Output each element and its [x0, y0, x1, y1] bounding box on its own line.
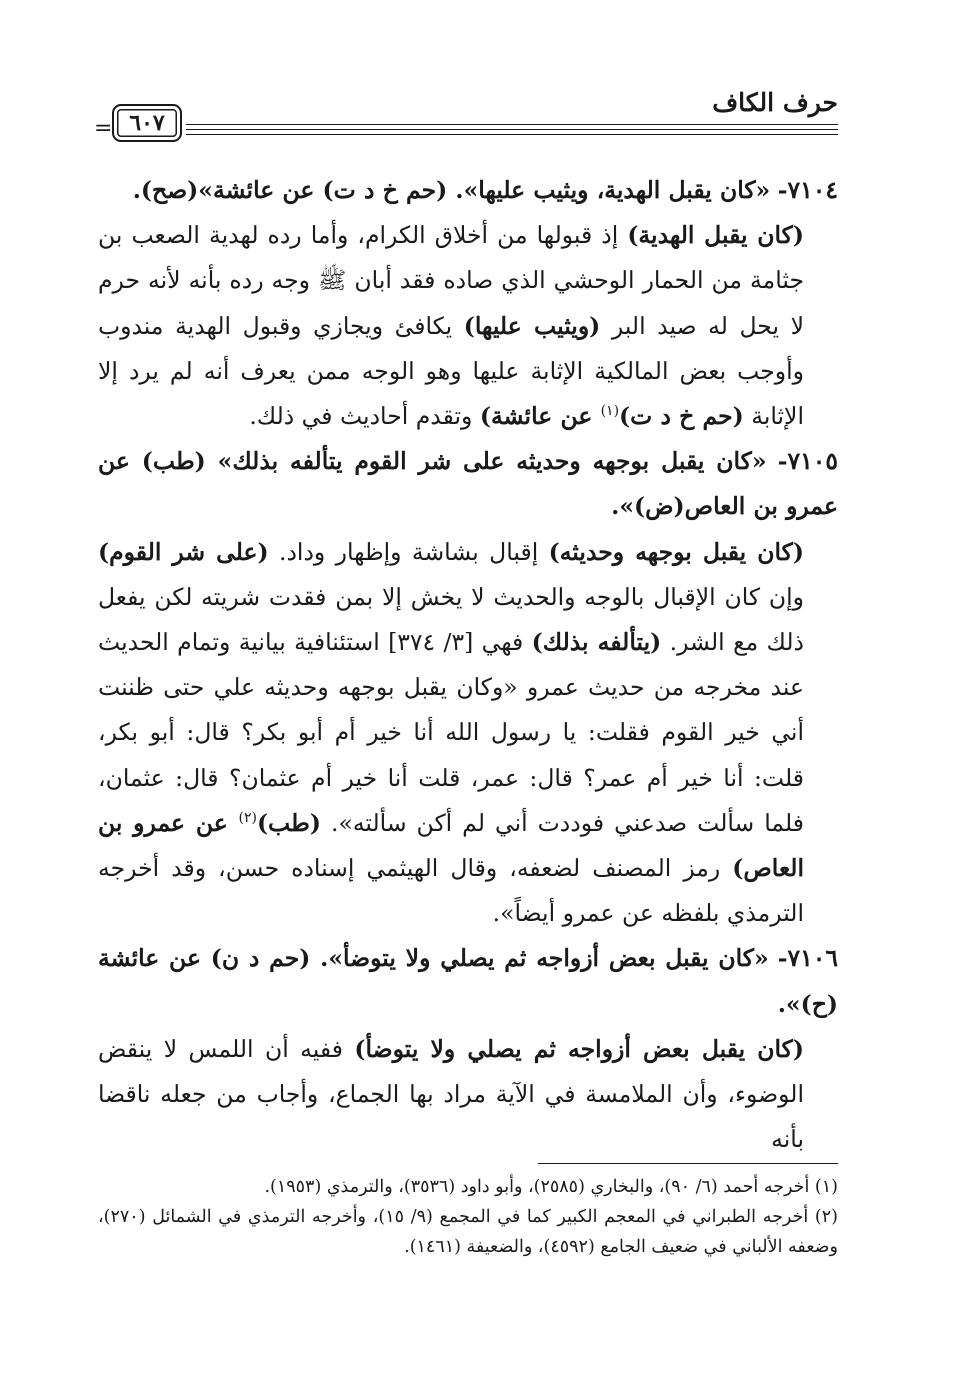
entry-text: «كان يقبل بوجهه وحديثه على شر القوم يتألفه بذلك» (طب) عن عمرو بن العاص(ض)». — [98, 447, 838, 521]
main-text — [98, 168, 838, 1162]
entry-text: «كان يقبل بعض أزواجه ثم يصلي ولا يتوضأ». (حم د ن) عن عائشة (ح)». — [98, 944, 838, 1018]
commentary-text: فهي [٣/ ٣٧٤] استئنافية بيانية وتمام الحديث عند مخرجه من حديث عمرو «وكان يقبل بوجهه وحديثه علي حتى ظننت أني خير القوم فقلت: يا رسول الله أنا خير أم أبو بكر؟ قال: أبو بكر، قلت: أنا خير أم عمر؟ قال: عمر، قلت أنا خير أم عثمان؟ قال: عثمان، فلما سألت صدعني فوددت أني لم أكن سألته». — [98, 628, 804, 837]
commentary — [98, 213, 838, 439]
commentary-text: إذ قبولها من أخلاق الكرام، وأما رده لهدية الصعب بن جثامة من الحمار الوحشي الذي صاده فقد أبان ﷺ وجه رده بأنه لأنه حرم لا يحل له صيد البر — [98, 221, 804, 340]
commentary-text: وإن كان الإقبال بالوجه والحديث لا يخش إلا بمن فقدت شريته لكن يفعل ذلك مع الشر. — [98, 582, 804, 657]
commentary-text: ففيه أن اللمس لا ينقض الوضوء، وأن الملامسة في الآية مراد بها الجماع، وأجاب من جعله ناقضا بأنه — [98, 1034, 804, 1154]
commentary — [98, 1027, 838, 1163]
header-rule — [186, 134, 838, 135]
footnote-rule — [538, 1163, 838, 1164]
commentary-text: رمز المصنف لضعفه، وقال الهيثمي إسناده حسن، وقد أخرجه الترمذي بلفظه عن عمرو أيضاً». — [98, 854, 804, 928]
footnote-marker[interactable]: (١) — [600, 403, 620, 420]
lemma: (يتألفه بذلك) — [531, 628, 662, 657]
header-rule — [186, 124, 838, 125]
chapter-title: حرف الكاف — [712, 88, 838, 117]
hadith-entry — [98, 168, 838, 213]
footnote-marker[interactable]: (٢) — [238, 810, 257, 827]
entry-number: ٧١٠٥- — [777, 447, 838, 476]
commentary — [98, 530, 838, 937]
source-ref: عن عمرو بن العاص) — [98, 808, 804, 883]
lemma: (على شر القوم) — [98, 537, 269, 566]
commentary-text: وتقدم أحاديث في ذلك. — [249, 402, 480, 431]
hadith-entry — [98, 936, 838, 1026]
commentary-text: يكافئ ويجازي وقبول الهدية مندوب وأوجب بعض المالكية الإثابة عليها وهو الوجه ممن يعرف أنه لم يرد إلا الإثابة — [98, 311, 804, 431]
page-number: ٦٠٧ — [112, 104, 182, 142]
commentary-text: إقبال بشاشة وإظهار وداد. — [268, 537, 549, 566]
footnote: (٢) أخرجه الطبراني في المعجم الكبير كما في المجمع (٩/ ١٥)، وأخرجه الترمذي في الشمائل (٢٧٠)، وضعفه الألباني في ضعيف الجامع (٤٥٩٢)، والضعيفة (١٤٦١). — [98, 1207, 838, 1257]
source-ref: عن عائشة) — [479, 402, 601, 431]
source-ref: (حم خ د ت) — [619, 402, 744, 431]
lemma: (كان يقبل بوجهه وحديثه) — [548, 537, 804, 566]
page-header — [94, 88, 838, 154]
hadith-entry — [98, 439, 838, 529]
entry-number: ٧١٠٤- — [777, 176, 838, 204]
lemma: (ويثيب عليها) — [463, 311, 601, 340]
entry-number: ٧١٠٦- — [777, 944, 838, 973]
lemma: (كان يقبل الهدية) — [627, 221, 804, 250]
header-rule — [186, 129, 838, 130]
edge-mark: = — [94, 116, 113, 141]
lemma: (كان يقبل بعض أزواجه ثم يصلي ولا يتوضأ) — [354, 1034, 804, 1063]
entry-text: «كان يقبل الهدية، ويثيب عليها». (حم خ د ت) عن عائشة»(صح). — [132, 176, 771, 204]
footnotes — [98, 1172, 838, 1262]
source-ref: (طب) — [256, 808, 321, 837]
footnote: (١) أخرجه أحمد (٦/ ٩٠)، والبخاري (٢٥٨٥)، وأبو داود (٣٥٣٦)، والترمذي (١٩٥٣). — [264, 1177, 838, 1197]
